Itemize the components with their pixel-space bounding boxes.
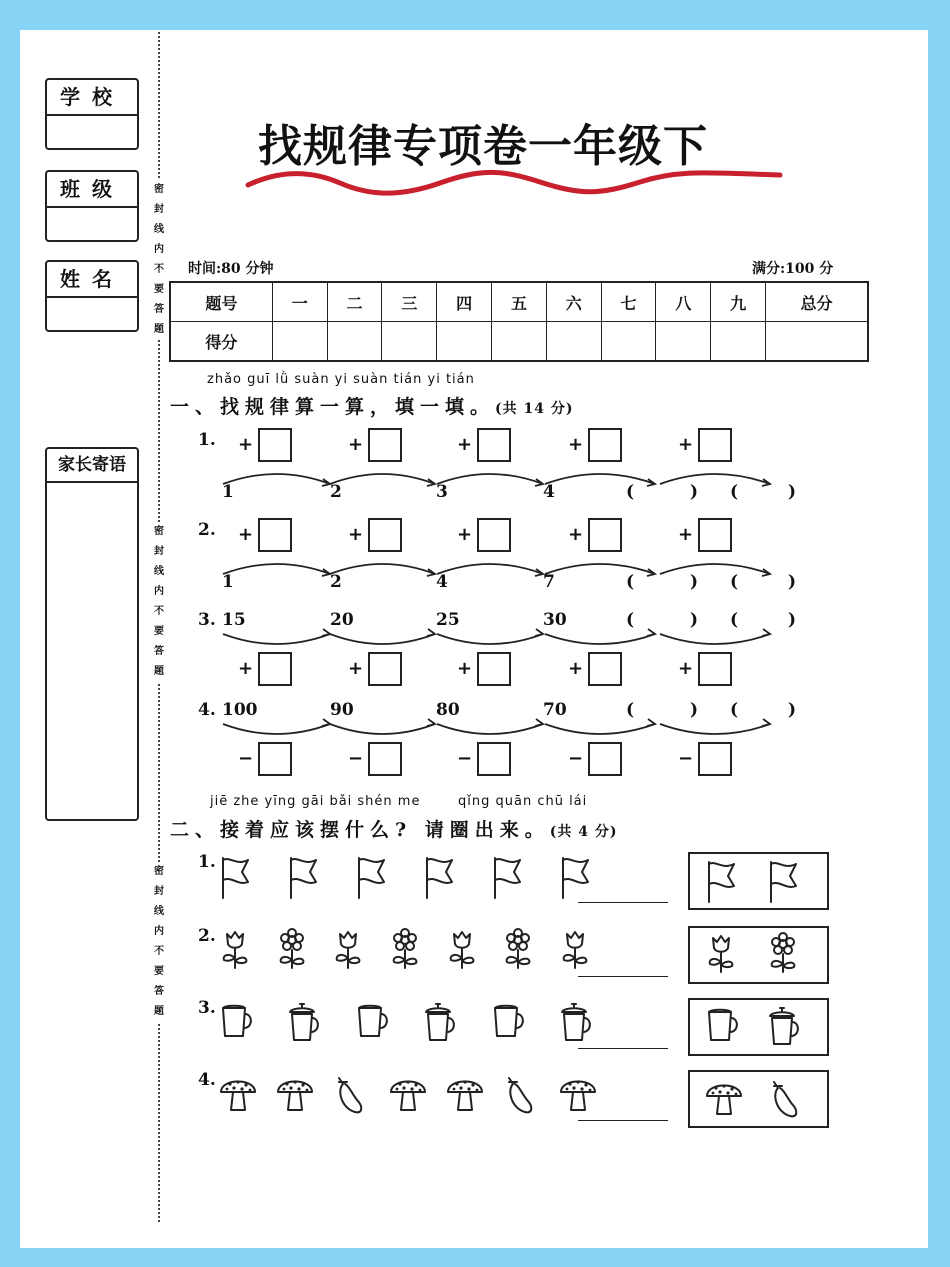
parent-message-input[interactable] [47, 483, 137, 817]
blank-close-paren: ) [690, 482, 699, 502]
flag-icon [558, 854, 592, 904]
mushroom-icon [558, 1072, 598, 1120]
section1-pinyin: zhǎo guī lǜ suàn yi suàn tián yi tián [207, 372, 475, 387]
score-input-cell[interactable] [766, 322, 868, 362]
seal-text: 密 封 线 内 不 要 答 题 [152, 862, 166, 1022]
score-input-cell[interactable] [382, 322, 437, 362]
arrow-arc [330, 724, 435, 734]
parent-message-box [45, 447, 139, 821]
score-input-cell[interactable] [492, 322, 547, 362]
flower-icon [501, 928, 535, 974]
operand-answer-box[interactable] [588, 518, 622, 552]
mushroom-icon[interactable] [704, 1076, 744, 1124]
sequence-arrows [215, 548, 815, 588]
table-cell: 总分 [766, 282, 868, 322]
options-box [688, 852, 829, 910]
operand-answer-box[interactable] [258, 518, 292, 552]
table-cell: 一 [272, 282, 327, 322]
sequence-number: 7 [543, 572, 555, 592]
arrow-arc [437, 564, 543, 574]
problem-label: 1. [198, 430, 216, 450]
operand-answer-box[interactable] [477, 652, 511, 686]
sequence-number: 90 [330, 700, 354, 720]
sequence-number: 1 [222, 572, 234, 592]
answer-line[interactable] [578, 976, 668, 977]
operand-answer-box[interactable] [258, 742, 292, 776]
cup-icon [218, 1000, 256, 1044]
arrow-arc [437, 474, 543, 484]
options-box [688, 1070, 829, 1128]
sequence-number: 100 [222, 700, 258, 720]
flag-icon[interactable] [766, 858, 800, 908]
arrow-head [322, 629, 330, 636]
minus-sign: − [348, 748, 364, 769]
blank-open-paren: ( [626, 610, 635, 630]
blank-close-paren: ) [788, 572, 797, 592]
flower-icon [275, 928, 309, 974]
arrow-arc [437, 634, 543, 644]
lidded-cup-icon[interactable] [766, 1004, 804, 1052]
blank-close-paren: ) [788, 700, 797, 720]
score-input-cell[interactable] [656, 322, 711, 362]
eggplant-icon [501, 1072, 535, 1120]
name-label: 姓名 [47, 262, 137, 298]
sequence-number: 15 [222, 610, 246, 630]
cup-icon[interactable] [704, 1004, 742, 1048]
rose-icon [445, 928, 479, 974]
lidded-cup-icon [422, 1000, 460, 1048]
answer-line[interactable] [578, 902, 668, 903]
operand-answer-box[interactable] [368, 742, 402, 776]
blank-open-paren: ( [730, 572, 739, 592]
flag-icon [218, 854, 252, 904]
flag-icon [490, 854, 524, 904]
sequence-number: 4 [436, 572, 448, 592]
arrow-arc [437, 724, 543, 734]
operand-answer-box[interactable] [477, 428, 511, 462]
operand-answer-box[interactable] [698, 652, 732, 686]
class-label: 班级 [47, 172, 137, 208]
cup-icon [354, 1000, 392, 1044]
operand-answer-box[interactable] [258, 428, 292, 462]
sequence-number: 20 [330, 610, 354, 630]
arrow-arc [223, 724, 330, 734]
sequence-number: 80 [436, 700, 460, 720]
blank-open-paren: ( [730, 700, 739, 720]
arrow-arc [545, 724, 655, 734]
flag-icon[interactable] [704, 858, 738, 908]
problem-label: 2. [198, 520, 216, 540]
class-field [45, 170, 139, 242]
blank-open-paren: ( [626, 700, 635, 720]
row-label: 1. [198, 852, 216, 872]
operand-answer-box[interactable] [588, 742, 622, 776]
sequence-number: 1 [222, 482, 234, 502]
cup-icon [490, 1000, 528, 1044]
operand-answer-box[interactable] [368, 652, 402, 686]
class-input[interactable] [47, 208, 137, 240]
section1-points: (共 14 分) [495, 401, 574, 417]
arrow-head [762, 719, 770, 726]
eggplant-icon [331, 1072, 365, 1120]
table-cell: 八 [656, 282, 711, 322]
arrow-arc [330, 634, 435, 644]
section2-points: (共 4 分) [549, 824, 618, 840]
answer-line[interactable] [578, 1048, 668, 1049]
sequence-number: 3 [436, 482, 448, 502]
table-cell: 四 [437, 282, 492, 322]
blank-open-paren: ( [626, 572, 635, 592]
arrow-head [647, 719, 655, 726]
blank-close-paren: ) [690, 700, 699, 720]
blank-open-paren: ( [626, 482, 635, 502]
full-score: 满分:100 分 [752, 261, 834, 277]
school-label: 学校 [47, 80, 137, 116]
section2-title: 二、接着应该摆什么? 请圈出来。(共 4 分) [170, 819, 618, 841]
score-input-cell[interactable] [437, 322, 492, 362]
operand-answer-box[interactable] [368, 428, 402, 462]
blank-close-paren: ) [788, 482, 797, 502]
score-table [169, 281, 869, 362]
row-label: 3. [198, 998, 216, 1018]
title-underline [240, 165, 790, 200]
school-input[interactable] [47, 116, 137, 148]
answer-line[interactable] [578, 1120, 668, 1121]
options-box [688, 998, 829, 1056]
arrow-arc [545, 634, 655, 644]
row-label: 4. [198, 1070, 216, 1090]
plus-sign: + [678, 524, 694, 545]
section2-pinyin-a: jiē zhe yīng gāi bǎi shén me [210, 794, 421, 809]
operand-answer-box[interactable] [368, 518, 402, 552]
sequence-number: 25 [436, 610, 460, 630]
blank-open-paren: ( [730, 482, 739, 502]
arrow-head [535, 719, 543, 726]
flag-icon [286, 854, 320, 904]
plus-sign: + [678, 434, 694, 455]
plus-sign: + [238, 434, 254, 455]
arrow-head [762, 629, 770, 636]
table-cell: 七 [601, 282, 656, 322]
sequence-number: 2 [330, 572, 342, 592]
plus-sign: + [457, 658, 473, 679]
minus-sign: − [457, 748, 473, 769]
arrow-head [322, 719, 330, 726]
eggplant-icon[interactable] [766, 1076, 800, 1124]
arrow-arc [223, 474, 330, 484]
arrow-head [427, 629, 435, 636]
score-input-cell[interactable] [272, 322, 327, 362]
name-input[interactable] [47, 298, 137, 330]
mushroom-icon [388, 1072, 428, 1120]
score-table-score-row [170, 322, 868, 362]
problem-label: 3. [198, 610, 216, 630]
plus-sign: + [457, 434, 473, 455]
arrow-head [535, 629, 543, 636]
parent-message-label: 家长寄语 [47, 449, 137, 483]
table-cell: 二 [327, 282, 382, 322]
blank-close-paren: ) [690, 572, 699, 592]
flag-icon [354, 854, 388, 904]
arrow-head [647, 629, 655, 636]
arrow-head [427, 719, 435, 726]
flower-icon [388, 928, 422, 974]
mushroom-icon [218, 1072, 258, 1120]
table-cell: 九 [711, 282, 766, 322]
minus-sign: − [568, 748, 584, 769]
flower-icon[interactable] [766, 932, 800, 978]
arrow-arc [660, 474, 770, 484]
time-limit: 时间:80 分钟 [188, 261, 274, 277]
arrow-arc [330, 474, 435, 484]
minus-sign: − [678, 748, 694, 769]
rose-icon [218, 928, 252, 974]
operand-answer-box[interactable] [588, 652, 622, 686]
rose-icon[interactable] [704, 932, 738, 978]
name-field [45, 260, 139, 332]
operand-answer-box[interactable] [698, 518, 732, 552]
operand-answer-box[interactable] [477, 518, 511, 552]
options-box [688, 926, 829, 984]
section1-title: 一、找规律算一算，填一填。(共 14 分) [170, 396, 574, 418]
arrow-arc [660, 564, 770, 574]
seal-text: 密 封 线 内 不 要 答 题 [152, 522, 166, 682]
minus-sign: − [238, 748, 254, 769]
sequence-number: 2 [330, 482, 342, 502]
table-cell: 三 [382, 282, 437, 322]
score-input-cell[interactable] [546, 322, 601, 362]
plus-sign: + [568, 658, 584, 679]
score-input-cell[interactable] [711, 322, 766, 362]
sequence-number: 30 [543, 610, 567, 630]
plus-sign: + [678, 658, 694, 679]
flag-icon [422, 854, 456, 904]
arrow-arc [223, 634, 330, 644]
plus-sign: + [568, 434, 584, 455]
table-cell: 题号 [170, 282, 272, 322]
table-cell: 六 [546, 282, 601, 322]
lidded-cup-icon [286, 1000, 324, 1048]
plus-sign: + [238, 658, 254, 679]
school-field [45, 78, 139, 150]
plus-sign: + [568, 524, 584, 545]
mushroom-icon [275, 1072, 315, 1120]
plus-sign: + [457, 524, 473, 545]
seal-text: 密 封 线 内 不 要 答 题 [152, 180, 166, 340]
arrow-arc [660, 724, 770, 734]
operand-answer-box[interactable] [477, 742, 511, 776]
rose-icon [558, 928, 592, 974]
sequence-arrows [215, 458, 815, 498]
lidded-cup-icon [558, 1000, 596, 1048]
blank-close-paren: ) [788, 610, 797, 630]
rose-icon [331, 928, 365, 974]
sequence-number: 4 [543, 482, 555, 502]
section2-pinyin-b: qǐng quān chū lái [458, 794, 588, 809]
sequence-number: 70 [543, 700, 567, 720]
score-input-cell[interactable] [601, 322, 656, 362]
row-label: 2. [198, 926, 216, 946]
arrow-arc [545, 564, 655, 574]
table-cell: 五 [492, 282, 547, 322]
problem-label: 4. [198, 700, 216, 720]
mushroom-icon [445, 1072, 485, 1120]
arrow-arc [545, 474, 655, 484]
plus-sign: + [348, 524, 364, 545]
plus-sign: + [348, 434, 364, 455]
page-title: 找规律专项卷一年级下 [258, 121, 708, 172]
operand-answer-box[interactable] [698, 428, 732, 462]
plus-sign: + [348, 658, 364, 679]
score-table-header-row [170, 282, 868, 322]
arrow-arc [223, 564, 330, 574]
arrow-arc [660, 634, 770, 644]
operand-answer-box[interactable] [258, 652, 292, 686]
blank-close-paren: ) [690, 610, 699, 630]
arrow-arc [330, 564, 435, 574]
table-cell: 得分 [170, 322, 272, 362]
operand-answer-box[interactable] [588, 428, 622, 462]
plus-sign: + [238, 524, 254, 545]
operand-answer-box[interactable] [698, 742, 732, 776]
blank-open-paren: ( [730, 610, 739, 630]
score-input-cell[interactable] [327, 322, 382, 362]
